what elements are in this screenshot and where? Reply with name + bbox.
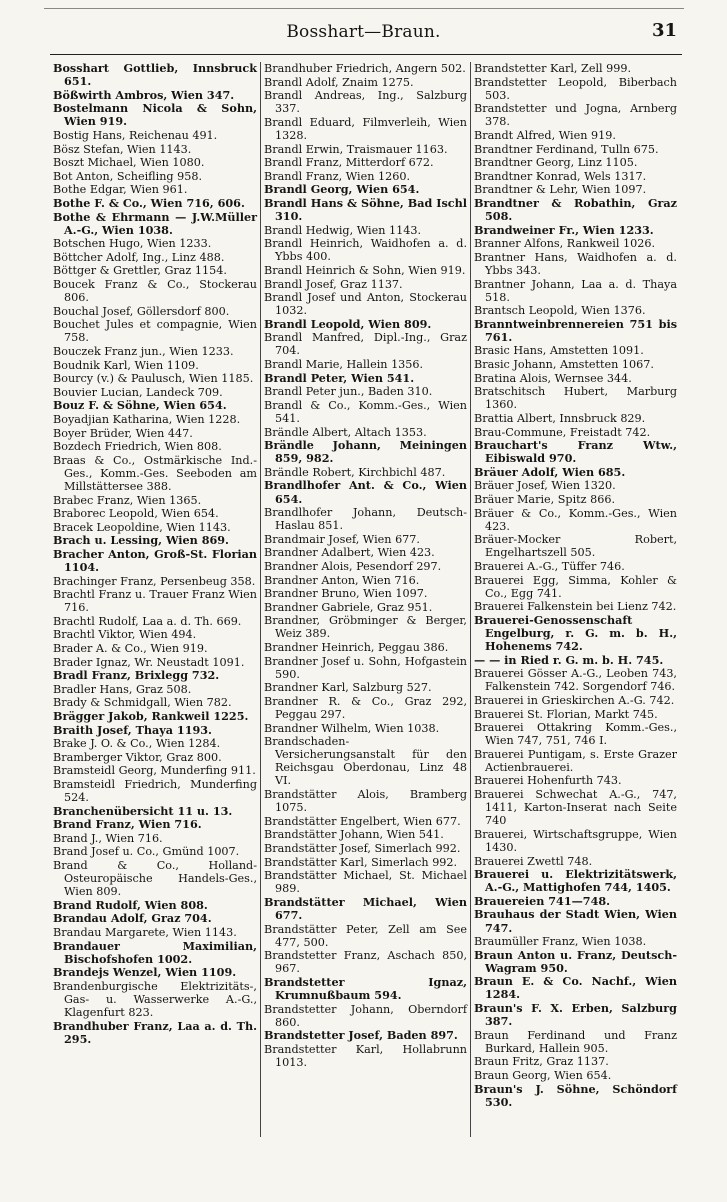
- directory-entry: Botschen Hugo, Wien 1233.: [53, 237, 212, 251]
- directory-entry: Boyadjian Katharina, Wien 1228.: [53, 412, 241, 426]
- directory-entry: Bramberger Viktor, Graz 800.: [53, 750, 222, 764]
- column-middle: [260, 62, 470, 1137]
- directory-entry: Brandtner & Robathin, Graz 508.: [474, 195, 677, 224]
- directory-entry: Brauerei Gösser A.-G., Leoben 743, Falkenstein 742. Sorgendorf 746.: [474, 667, 677, 694]
- directory-entry: Bouczek Franz jun., Wien 1233.: [53, 344, 234, 358]
- directory-entry: Brauerei in Grieskirchen A.-G. 742.: [474, 693, 675, 707]
- directory-entry: Brandejs Wenzel, Wien 1109.: [53, 965, 237, 980]
- directory-entry: Bratschitsch Hubert, Marburg 1360.: [474, 385, 677, 412]
- directory-entry: Brauerei u. Elektrizitätswerk, A.-G., Mattighofen 744, 1405.: [474, 867, 677, 895]
- directory-entry: Brandstätter Alois, Bramberg 1075.: [264, 788, 467, 815]
- directory-entry: Bourcy (v.) & Paulusch, Wien 1185.: [53, 372, 254, 386]
- directory-entry: — — in Ried r. G. m. b. H. 745.: [474, 652, 664, 667]
- directory-entry: Brandhuber Friedrich, Angern 502.: [264, 62, 466, 75]
- directory-entry: Brandl Josef und Anton, Stockerau 1032.: [264, 291, 467, 318]
- directory-entry: Brantsch Leopold, Wien 1376.: [474, 304, 646, 318]
- directory-entry: Brandner Anton, Wien 716.: [264, 573, 420, 587]
- directory-entry: Bouchal Josef, Göllersdorf 800.: [53, 304, 230, 318]
- directory-entry: Brand & Co., Holland-Osteuropäische Handels-Ges., Wien 809.: [53, 859, 257, 899]
- directory-entry: Brandl Franz, Wien 1260.: [264, 169, 411, 183]
- directory-entry: Brändle Albert, Altach 1353.: [264, 425, 427, 439]
- directory-entry: Böttcher Adolf, Ing., Linz 488.: [53, 250, 225, 264]
- directory-entry: Bräuer Josef, Wien 1320.: [474, 479, 616, 493]
- directory-entry: Brandstätter Johann, Wien 541.: [264, 828, 444, 842]
- directory-entry: Bramsteidl Georg, Munderfing 911.: [53, 764, 256, 778]
- directory-entry: Boszt Michael, Wien 1080.: [53, 156, 205, 170]
- directory-columns: [50, 62, 682, 1137]
- directory-entry: Brandstetter und Jogna, Arnberg 378.: [474, 102, 677, 129]
- directory-entry: Brandner Wilhelm, Wien 1038.: [264, 721, 440, 735]
- directory-entry: Bramsteidl Friedrich, Munderfing 524.: [53, 777, 257, 805]
- directory-entry: Brandner Heinrich, Peggau 386.: [264, 641, 449, 655]
- directory-entry: Braith Josef, Thaya 1193.: [53, 722, 212, 737]
- directory-entry: Brady & Schmidgall, Wien 782.: [53, 696, 232, 710]
- directory-entry: Brand J., Wien 716.: [53, 831, 163, 845]
- directory-entry: Brandt Alfred, Wien 919.: [474, 128, 616, 142]
- directory-entry: Brachtl Viktor, Wien 494.: [53, 628, 197, 642]
- directory-entry: Braun E. & Co. Nachf., Wien 1284.: [474, 974, 677, 1002]
- directory-entry: Brändle Robert, Kirchbichl 487.: [264, 465, 446, 479]
- directory-entry: Böttger & Grettler, Graz 1154.: [53, 264, 227, 278]
- directory-entry: Bothe & Ehrmann — J.W.Müller A.-G., Wien 1038.: [53, 209, 257, 237]
- directory-entry: Brandl Peter, Wien 541.: [264, 370, 415, 385]
- directory-entry: Brandhuber Franz, Laa a. d. Th. 295.: [53, 1018, 257, 1046]
- directory-entry: Branner Alfons, Rankweil 1026.: [474, 237, 656, 251]
- directory-entry: Bracher Anton, Groß-St. Florian 1104.: [53, 546, 257, 574]
- directory-entry: Brauhaus der Stadt Wien, Wien 747.: [474, 907, 677, 935]
- directory-entry: Brauerei St. Florian, Markt 745.: [474, 707, 658, 721]
- directory-entry: Bradler Hans, Graz 508.: [53, 682, 192, 696]
- top-rule: [44, 8, 684, 9]
- directory-entry: Bot Anton, Scheifling 958.: [53, 169, 203, 183]
- directory-entry: Bracek Leopoldine, Wien 1143.: [53, 520, 231, 534]
- page-number: 31: [651, 20, 677, 41]
- directory-entry: Brachinger Franz, Persenbeug 358.: [53, 574, 256, 588]
- directory-entry: Bößwirth Ambros, Wien 347.: [53, 87, 235, 102]
- directory-entry: Brand Franz, Wien 716.: [53, 817, 202, 832]
- column-right: [470, 62, 680, 1137]
- directory-entry: Bratina Alois, Wernsee 344.: [474, 371, 632, 385]
- directory-entry: Brandtner Konrad, Wels 1317.: [474, 169, 647, 183]
- directory-entry: Brägger Jakob, Rankweil 1225.: [53, 709, 249, 723]
- directory-entry: Brandner R. & Co., Graz 292, Peggau 297.: [264, 694, 467, 721]
- directory-entry: Bradl Franz, Brixlegg 732.: [53, 668, 220, 683]
- directory-entry: Brantner Hans, Waidhofen a. d. Ybbs 343.: [474, 250, 677, 277]
- directory-entry: Brändle Johann, Meiningen 859, 982.: [264, 438, 467, 466]
- directory-entry: Bräuer-Mocker Robert, Engelhartszell 505.: [474, 533, 677, 560]
- directory-entry: Bostig Hans, Reichenau 491.: [53, 128, 218, 142]
- directory-entry: Brandner Adalbert, Wien 423.: [264, 546, 435, 560]
- directory-entry: Brattia Albert, Innsbruck 829.: [474, 411, 646, 425]
- directory-entry: Brabec Franz, Wien 1365.: [53, 493, 202, 507]
- directory-entry: Bräuer Marie, Spitz 866.: [474, 493, 616, 506]
- directory-entry: Brandweiner Fr., Wien 1233.: [474, 222, 654, 237]
- directory-entry: Brandtner Ferdinand, Tulln 675.: [474, 142, 659, 156]
- directory-entry: Brauchart's Franz Wtw., Eibiswald 970.: [474, 438, 677, 466]
- directory-entry: Brauereien 741—748.: [474, 893, 611, 908]
- directory-entry: Brandner Alois, Pesendorf 297.: [264, 559, 442, 573]
- page-title: Bosshart—Braun.: [286, 22, 441, 42]
- directory-entry: Brandl & Co., Komm.-Ges., Wien 541.: [264, 398, 467, 425]
- directory-entry: Bösz Stefan, Wien 1143.: [53, 142, 192, 156]
- directory-entry: Brau-Commune, Freistadt 742.: [474, 425, 651, 439]
- directory-entry: Brauerei Puntigam, s. Erste Grazer Actienbrauerei.: [474, 747, 677, 774]
- directory-entry: Brandstätter Josef, Simerlach 992.: [264, 841, 461, 855]
- directory-entry: Brandl Adolf, Znaim 1275.: [264, 75, 414, 89]
- directory-entry: Brantner Johann, Laa a. d. Thaya 518.: [474, 277, 677, 304]
- directory-entry: Bouchet Jules et compagnie, Wien 758.: [53, 318, 257, 345]
- directory-entry: Braborec Leopold, Wien 654.: [53, 507, 219, 521]
- directory-entry: Brandstätter Engelbert, Wien 677.: [264, 814, 461, 828]
- directory-entry: Brandlhofer Johann, Deutsch-Haslau 851.: [264, 506, 467, 533]
- directory-entry: Brandl Hans & Söhne, Bad Ischl 310.: [264, 195, 467, 224]
- directory-entry: Brauerei Ottakring Komm.-Ges., Wien 747, 751, 746 I.: [474, 721, 677, 748]
- directory-entry: Brandl Josef, Graz 1137.: [264, 277, 403, 291]
- directory-entry: Brandl Eduard, Filmverleih, Wien 1328.: [264, 115, 467, 142]
- directory-entry: Brasic Hans, Amstetten 1091.: [474, 344, 644, 358]
- directory-entry: Brauerei Zwettl 748.: [474, 854, 593, 868]
- directory-entry: Brandstetter Ignaz, Krumnußbaum 594.: [264, 974, 467, 1002]
- directory-entry: Bothe F. & Co., Wien 716, 606.: [53, 195, 245, 210]
- directory-entry: Bozdech Friedrich, Wien 808.: [53, 440, 222, 454]
- directory-entry: Bouvier Lucian, Landeck 709.: [53, 385, 223, 399]
- directory-entry: Brasic Johann, Amstetten 1067.: [474, 358, 654, 372]
- directory-entry: Brach u. Lessing, Wien 869.: [53, 533, 229, 548]
- directory-entry: Brandtner & Lehr, Wien 1097.: [474, 183, 647, 197]
- directory-entry: Brandl Erwin, Traismauer 1163.: [264, 142, 448, 156]
- column-left: [50, 62, 260, 1137]
- directory-entry: Brandschaden-Versicherungsanstalt für den Reichsgau Oberdonau, Linz 48 VI.: [264, 735, 467, 788]
- directory-entry: Brandmair Josef, Wien 677.: [264, 532, 420, 546]
- directory-entry: Brandstätter Michael, Wien 677.: [264, 894, 467, 922]
- directory-entry: Brandstetter Franz, Aschach 850, 967.: [264, 949, 467, 976]
- directory-entry: Brandl Andreas, Ing., Salzburg 337.: [264, 89, 467, 116]
- directory-entry: Brandl Hedwig, Wien 1143.: [264, 223, 421, 237]
- directory-entry: Bosshart Gottlieb, Innsbruck 651.: [53, 61, 257, 89]
- directory-entry: Branchenübersicht 11 u. 13.: [53, 803, 233, 818]
- directory-entry: Brauerei, Wirtschaftsgruppe, Wien 1430.: [474, 827, 677, 854]
- directory-entry: Brandauer Maximilian, Bischofshofen 1002.: [53, 938, 257, 966]
- directory-entry: Brachtl Rudolf, Laa a. d. Th. 669.: [53, 614, 242, 628]
- directory-entry: Brandl Peter jun., Baden 310.: [264, 385, 433, 399]
- directory-entry: Boucek Franz & Co., Stockerau 806.: [53, 278, 257, 305]
- directory-entry: Brandl Heinrich, Waidhofen a. d. Ybbs 400.: [264, 237, 467, 264]
- directory-entry: Brandstetter Karl, Hollabrunn 1013.: [264, 1042, 467, 1069]
- directory-entry: Brader A. & Co., Wien 919.: [53, 642, 208, 656]
- directory-entry: Brandl Marie, Hallein 1356.: [264, 358, 424, 372]
- directory-entry: Brandner Karl, Salzburg 527.: [264, 681, 432, 695]
- directory-entry: Boyer Brüder, Wien 447.: [53, 426, 193, 440]
- directory-entry: Brandner Gabriele, Graz 951.: [264, 600, 433, 614]
- directory-entry: Brake J. O. & Co., Wien 1284.: [53, 737, 221, 751]
- directory-entry: Brauerei Hohenfurth 743.: [474, 774, 622, 788]
- directory-entry: Brauerei Egg, Simma, Kohler & Co., Egg 741.: [474, 573, 677, 600]
- directory-entry: Brandner Bruno, Wien 1097.: [264, 587, 428, 601]
- directory-entry: Brandstetter Karl, Zell 999.: [474, 62, 632, 75]
- directory-entry: Brandenburgische Elektrizitäts-, Gas- u. Wasserwerke A.-G., Klagenfurt 823.: [53, 979, 257, 1020]
- directory-entry: Brauerei Schwechat A.-G., 747, 1411, Karton-Inserat nach Seite 740: [474, 788, 677, 828]
- directory-entry: Brauerei A.-G., Tüffer 746.: [474, 559, 625, 573]
- directory-entry: Brandstätter Michael, St. Michael 989.: [264, 869, 467, 896]
- directory-entry: Brandstetter Leopold, Biberbach 503.: [474, 75, 677, 102]
- directory-entry: Brand Rudolf, Wien 808.: [53, 897, 208, 912]
- directory-entry: Braas & Co., Ostmärkische Ind.-Ges., Komm.-Ges. Seeboden am Millstättersee 388.: [53, 453, 257, 493]
- directory-entry: Brandner Josef u. Sohn, Hofgastein 590.: [264, 654, 467, 681]
- directory-entry: Brandau Margarete, Wien 1143.: [53, 926, 237, 939]
- directory-entry: Brachtl Franz u. Trauer Franz Wien 716.: [53, 588, 257, 615]
- directory-entry: Branntweinbrennereien 751 bis 761.: [474, 316, 677, 344]
- directory-entry: Bräuer Adolf, Wien 685.: [474, 464, 626, 479]
- directory-entry: Bouz F. & Söhne, Wien 654.: [53, 398, 227, 413]
- directory-entry: Brandstätter Karl, Simerlach 992.: [264, 855, 458, 869]
- directory-entry: Brandtner Georg, Linz 1105.: [474, 156, 638, 170]
- directory-entry: Bothe Edgar, Wien 961.: [53, 183, 188, 197]
- directory-entry: Brauerei-Genossenschaft Engelburg, r. G. m. b. H., Hohenems 742.: [474, 612, 677, 654]
- directory-entry: Brandau Adolf, Graz 704.: [53, 911, 212, 926]
- directory-entry: Bräuer & Co., Komm.-Ges., Wien 423.: [474, 506, 677, 533]
- directory-entry: Boudnik Karl, Wien 1109.: [53, 358, 199, 372]
- directory-entry: Braun Ferdinand und Franz Burkard, Hallein 905.: [474, 1028, 677, 1055]
- directory-entry: Brandstetter Johann, Oberndorf 860.: [264, 1002, 467, 1029]
- directory-entry: Brandl Leopold, Wien 809.: [264, 316, 432, 331]
- directory-entry: Brandner, Gröbminger & Berger, Weiz 389.: [264, 614, 467, 641]
- directory-entry: Braun Georg, Wien 654.: [474, 1069, 612, 1083]
- directory-entry: Bostelmann Nicola & Sohn, Wien 919.: [53, 101, 257, 129]
- directory-entry: Braun's J. Söhne, Schöndorf 530.: [474, 1081, 677, 1109]
- directory-entry: Brandstetter Josef, Baden 897.: [264, 1028, 458, 1043]
- directory-entry: Brandlhofer Ant. & Co., Wien 654.: [264, 478, 467, 506]
- directory-entry: Braun's F. X. Erben, Salzburg 387.: [474, 1001, 677, 1029]
- directory-entry: Brandl Georg, Wien 654.: [264, 182, 420, 197]
- directory-entry: Brauerei Falkenstein bei Lienz 742.: [474, 600, 677, 614]
- header-rule: [50, 54, 682, 55]
- directory-entry: Brandl Manfred, Dipl.-Ing., Graz 704.: [264, 331, 467, 358]
- directory-entry: Brandl Heinrich & Sohn, Wien 919.: [264, 263, 466, 277]
- directory-entry: Brand Josef u. Co., Gmünd 1007.: [53, 845, 240, 859]
- directory-entry: Braun Fritz, Graz 1137.: [474, 1055, 609, 1069]
- directory-entry: Braumüller Franz, Wien 1038.: [474, 935, 647, 949]
- directory-entry: Brader Ignaz, Wr. Neustadt 1091.: [53, 655, 245, 669]
- directory-entry: Brandl Franz, Mitterdorf 672.: [264, 156, 434, 170]
- directory-entry: Braun Anton u. Franz, Deutsch-Wagram 950.: [474, 947, 677, 975]
- directory-entry: Brandstätter Peter, Zell am See 477, 500.: [264, 922, 467, 949]
- page-header: [0, 0, 727, 60]
